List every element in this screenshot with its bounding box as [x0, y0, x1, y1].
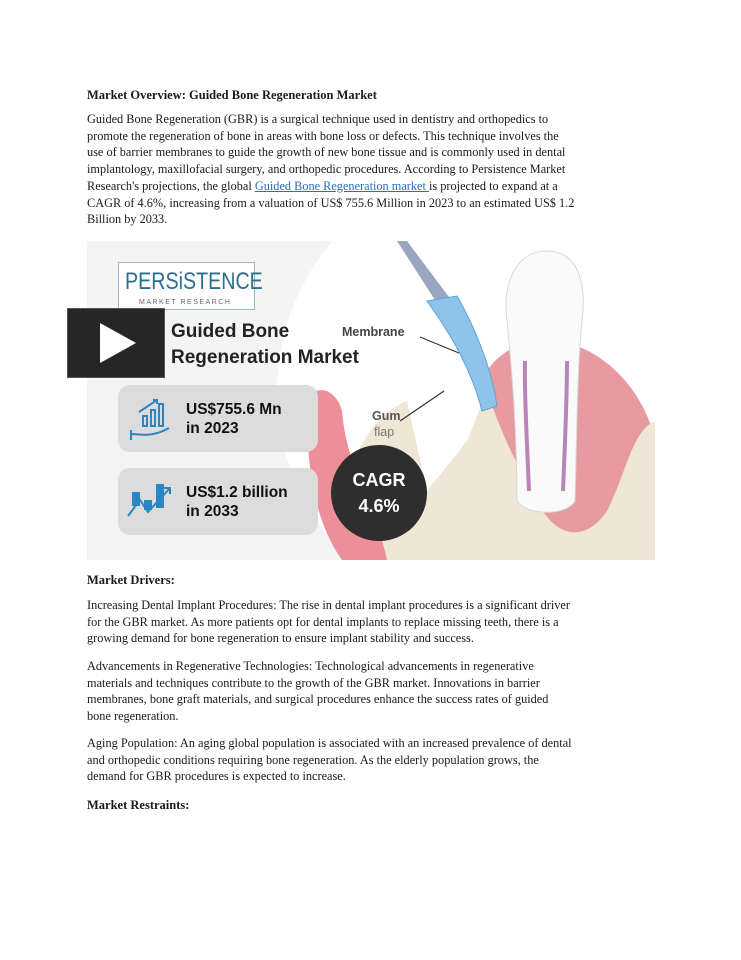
gbr-market-link[interactable]: Guided Bone Regeneration market	[254, 178, 429, 193]
stat-value: US$1.2 billion	[186, 484, 288, 501]
stat-year: in 2023	[186, 420, 239, 437]
flap-label: flap	[374, 425, 395, 439]
text-line: implantology, maxillofacial surgery, and orthopedic procedures. According to Persistence Market	[87, 162, 566, 177]
driver-paragraph	[87, 735, 657, 785]
stat-value: US$755.6 Mn	[186, 401, 282, 418]
restraints-heading: Market Restraints:	[87, 798, 190, 812]
membrane-label: Membrane	[342, 325, 405, 339]
logo-subtitle: MARKET RESEARCH	[139, 299, 232, 306]
stat-box-2023	[118, 385, 318, 452]
text-segment: Research's projections, the global	[87, 178, 255, 193]
growth-hand-icon	[127, 396, 173, 442]
logo-name: PERSiSTENCE	[125, 268, 263, 295]
text-line: bone regeneration.	[87, 709, 179, 724]
driver-paragraph	[87, 658, 657, 725]
stat-box-2033	[118, 468, 318, 535]
drivers-heading: Market Drivers:	[87, 573, 175, 587]
cagr-badge	[331, 445, 427, 541]
figure-title-line2: Regeneration Market	[171, 347, 359, 368]
text-line: and orthopedic conditions requiring bone regeneration. As the elderly population grows, the	[87, 752, 539, 767]
text-line: membranes, bone graft materials, and surgical procedures enhance the success rates of guided	[87, 692, 549, 707]
text-line: Billion by 2033.	[87, 212, 168, 227]
figure-title-line1: Guided Bone	[171, 321, 290, 342]
text-line: CAGR of 4.6%, increasing from a valuation of US$ 755.6 Million in 2023 to an estimated US$ 1.2	[87, 195, 575, 210]
stat-year: in 2033	[186, 503, 239, 520]
play-video-button[interactable]	[67, 308, 165, 378]
text-segment: is projected to expand at a	[429, 178, 558, 193]
cagr-value: 4.6%	[358, 496, 400, 516]
play-icon	[98, 321, 138, 365]
text-line: growing demand for bone regeneration to ensure implant stability and success.	[87, 631, 474, 646]
text-line: Aging Population: An aging global population is associated with an increased prevalence of dental	[87, 736, 572, 750]
text-line: use of barrier membranes to guide the growth of new bone tissue and is commonly used in dental	[87, 145, 566, 160]
persistence-logo	[118, 262, 263, 310]
overview-heading: Market Overview: Guided Bone Regeneration Market	[87, 88, 377, 102]
text-line: demand for GBR procedures is expected to increase.	[87, 769, 346, 784]
cagr-label: CAGR	[352, 470, 406, 490]
text-line: Guided Bone Regeneration (GBR) is a surgical technique used in dentistry and orthopedics to	[87, 112, 549, 126]
driver-paragraph	[87, 597, 657, 647]
text-line: materials and techniques contribute to the growth of the GBR market. Innovations in barrier	[87, 675, 540, 690]
overview-paragraph	[87, 111, 657, 228]
gum-label: Gum	[372, 409, 401, 423]
infographic-image	[87, 241, 655, 560]
text-line: for the GBR market. As more patients opt for dental implants to replace missing teeth, there is a	[87, 614, 559, 629]
text-line: Increasing Dental Implant Procedures: The rise in dental implant procedures is a significant driver	[87, 598, 570, 612]
text-line: promote the regeneration of bone in areas with bone loss or defects. This technique involves the	[87, 128, 559, 143]
growth-chart-icon	[126, 482, 176, 522]
text-line: Advancements in Regenerative Technologies: Technological advancements in regenerative	[87, 659, 534, 673]
text-line	[87, 178, 657, 195]
